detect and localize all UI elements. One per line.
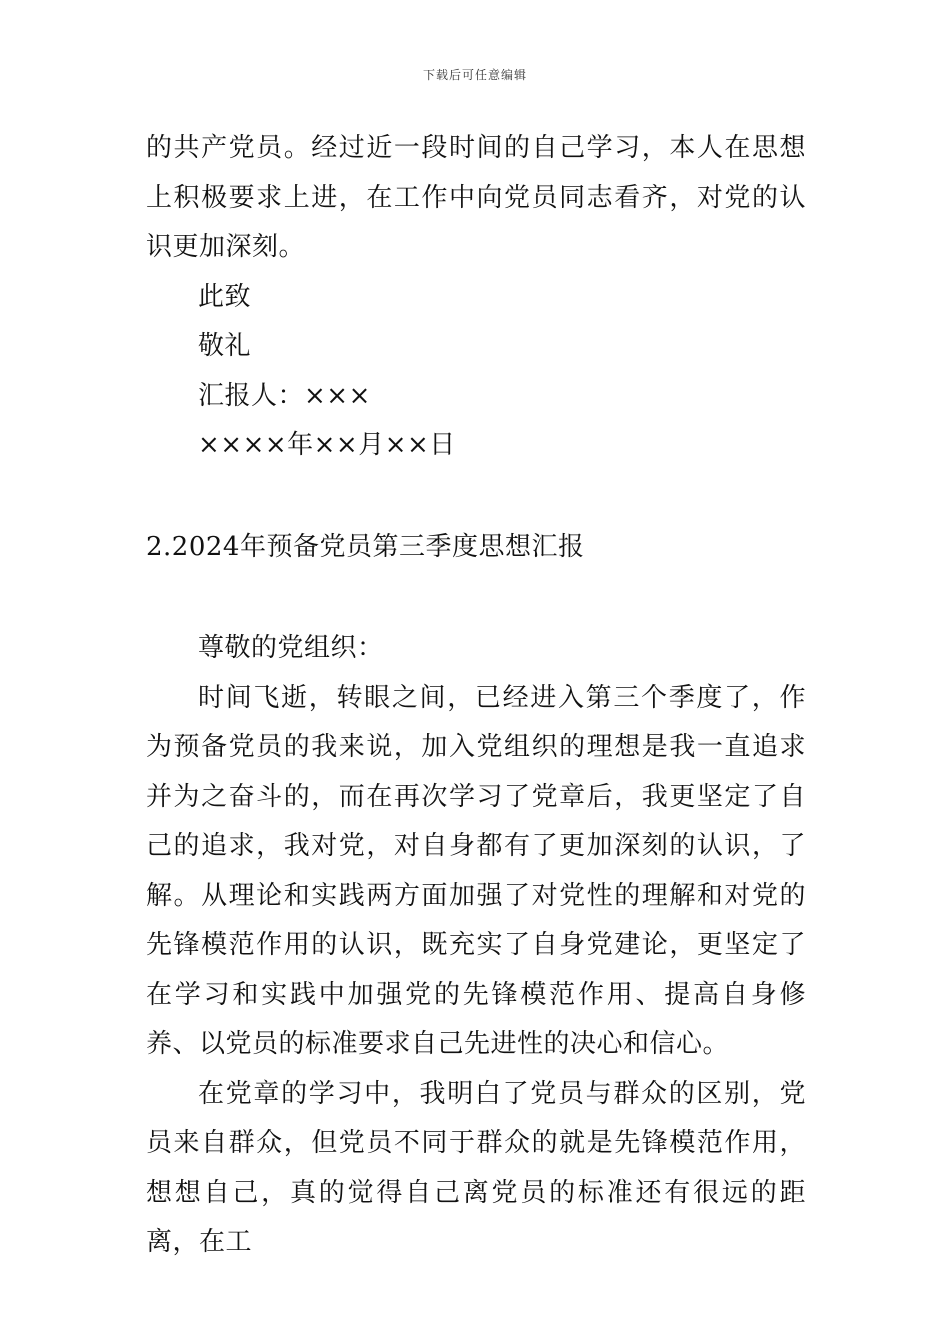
reporter-line: 汇报人：××× xyxy=(198,380,371,411)
salutation: 尊敬的党组织： xyxy=(198,633,384,663)
closing-salute: 敬礼 xyxy=(198,331,252,361)
body-paragraph: 时间飞逝，转眼之间，已经进入第三个季度了，作为预备党员的我来说，加入党组织的理想是我一直追求并为之奋斗的，而在再次学习了党章后，我更坚定了自己的追求，我对党，对自身都有了更加深刻的认识，了解。从理论和实践两方面加强了对党性的理解和对党的先锋模范作用的认识，既充实了自身党建论，更坚定了在学习和实践中加强党的先锋模范作用、提高自身修养、以党员的标准要求自己先进性的决心和信心。 xyxy=(146,682,806,1059)
document-body xyxy=(146,124,806,1268)
closing-greeting: 此致 xyxy=(198,281,252,312)
body-paragraph: 在党章的学习中，我明白了党员与群众的区别，党员来自群众，但党员不同于群众的就是先锋模范作用，想想自己，真的觉得自己离党员的标准还有很远的距离，在工 xyxy=(146,1078,806,1257)
section-heading: 2.2024年预备党员第三季度思想汇报 xyxy=(146,531,585,562)
closing-block xyxy=(146,273,806,471)
continued-paragraph: 的共产党员。经过近一段时间的自己学习，本人在思想上积极要求上进，在工作中向党员同志看齐，对党的认识更加深刻。 xyxy=(146,133,806,262)
date-line: ××××年××月××日 xyxy=(198,430,456,460)
page-header-note: 下载后可任意编辑 xyxy=(422,68,527,82)
